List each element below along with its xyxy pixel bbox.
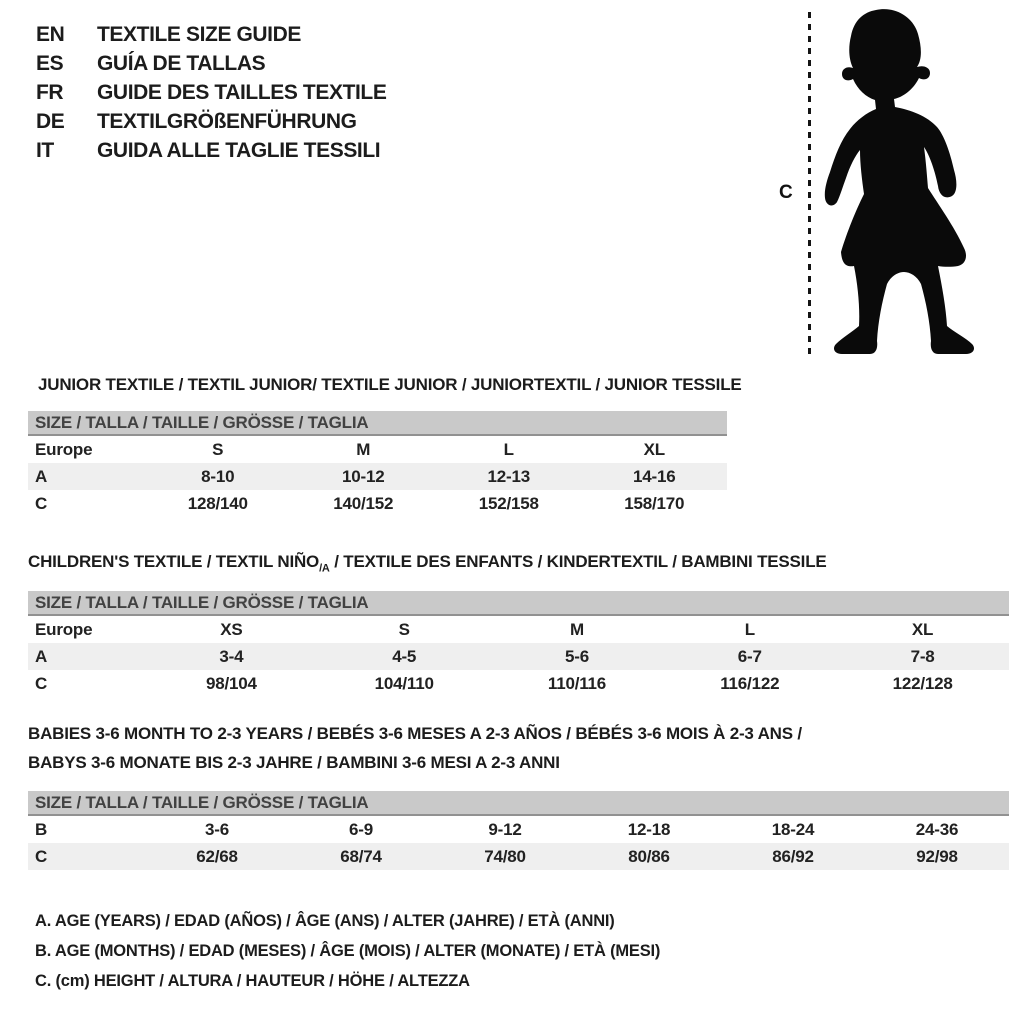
cell-value: 68/74 xyxy=(340,846,382,866)
size-header-bar: SIZE / TALLA / TAILLE / GRÖSSE / TAGLIA xyxy=(28,591,1009,616)
size-column-header: M xyxy=(570,619,584,639)
cell-value: 116/122 xyxy=(720,673,780,693)
cell-value: 3-4 xyxy=(219,646,244,666)
row-label: C xyxy=(35,673,48,693)
cell-value: 6-7 xyxy=(737,646,762,666)
cell-value: 14-16 xyxy=(633,466,676,486)
junior-size-table-block xyxy=(28,411,727,517)
section-title-line xyxy=(28,547,827,583)
cell-value: 74/80 xyxy=(484,846,526,866)
language-title: GUIDA ALLE TAGLIE TESSILI xyxy=(97,139,381,162)
language-row xyxy=(36,107,386,136)
region-label: Europe xyxy=(35,439,93,459)
children-section-title xyxy=(28,547,827,583)
junior-section-title xyxy=(38,370,742,399)
size-column-header: XL xyxy=(911,619,934,639)
size-header-bar: SIZE / TALLA / TAILLE / GRÖSSE / TAGLIA xyxy=(28,791,1009,816)
language-row xyxy=(36,78,386,107)
language-code: IT xyxy=(36,139,54,162)
language-code: DE xyxy=(36,110,65,133)
cell-value: 62/68 xyxy=(196,846,238,866)
row-label: A xyxy=(35,466,48,486)
cell-value: 10-12 xyxy=(342,466,385,486)
language-code: EN xyxy=(36,23,65,46)
cell-value: 12-18 xyxy=(627,819,671,839)
size-column-header: XS xyxy=(220,619,243,639)
size-column-header: S xyxy=(212,439,224,459)
language-code: FR xyxy=(36,81,64,104)
language-row xyxy=(36,49,386,78)
title-text: /A xyxy=(319,562,330,575)
table-row xyxy=(28,643,1009,670)
cell-value: 18-24 xyxy=(771,819,815,839)
section-title-line xyxy=(28,719,802,748)
cell-value: 80/86 xyxy=(628,846,670,866)
babies-size-table xyxy=(28,816,1009,870)
cell-value: 6-9 xyxy=(349,819,373,839)
language-list xyxy=(36,20,386,165)
table-row xyxy=(28,490,727,517)
babies-section-title xyxy=(28,719,802,777)
footnote-line: C. (cm) HEIGHT / ALTURA / HAUTEUR / HÖHE / ALTEZZA xyxy=(35,972,470,990)
junior-size-table xyxy=(28,436,727,517)
cell-value: 152/158 xyxy=(478,493,539,513)
size-column-header: S xyxy=(398,619,410,639)
size-column-header: L xyxy=(503,439,514,459)
toddler-silhouette-icon xyxy=(814,4,992,356)
title-text: BABIES 3-6 MONTH TO 2-3 YEARS / BEBÉS 3-6 MESES A 2-3 AÑOS / BÉBÉS 3-6 MOIS À 2-3 ANS / xyxy=(28,724,802,743)
row-label: C xyxy=(35,493,48,513)
footnote-line: A. AGE (YEARS) / EDAD (AÑOS) / ÂGE (ANS) / ALTER (JAHRE) / ETÀ (ANNI) xyxy=(35,912,615,930)
language-title: TEXTILGRÖßENFÜHRUNG xyxy=(97,110,357,133)
cell-value: 140/152 xyxy=(333,493,394,513)
table-row xyxy=(28,843,1009,870)
cell-value: 128/140 xyxy=(187,493,248,513)
cell-value: 86/92 xyxy=(772,846,814,866)
height-dotted-line xyxy=(808,12,811,358)
column-header-row xyxy=(28,616,1009,643)
cell-value: 5-6 xyxy=(565,646,589,666)
cell-value: 9-12 xyxy=(488,819,522,839)
children-size-table xyxy=(28,616,1009,697)
cell-value: 92/98 xyxy=(916,846,958,866)
cell-value: 7-8 xyxy=(910,646,935,666)
table-row xyxy=(28,463,727,490)
title-text: / TEXTILE DES ENFANTS / KINDERTEXTIL / BAMBINI TESSILE xyxy=(329,552,827,571)
language-row xyxy=(36,20,386,49)
cell-value: 4-5 xyxy=(392,646,417,666)
cell-value: 8-10 xyxy=(201,466,235,486)
title-text: CHILDREN'S TEXTILE / TEXTIL NIÑO xyxy=(28,552,320,571)
title-text: BABYS 3-6 MONATE BIS 2-3 JAHRE / BAMBINI 3-6 MESI A 2-3 ANNI xyxy=(28,753,560,772)
cell-value: 24-36 xyxy=(915,819,959,839)
size-header-bar: SIZE / TALLA / TAILLE / GRÖSSE / TAGLIA xyxy=(28,411,727,436)
column-header-row xyxy=(28,436,727,463)
cell-value: 158/170 xyxy=(624,493,685,513)
table-row xyxy=(28,670,1009,697)
cell-value: 12-13 xyxy=(487,466,530,486)
language-title: GUIDE DES TAILLES TEXTILE xyxy=(97,81,387,104)
height-label: C xyxy=(779,182,793,203)
cell-value: 104/110 xyxy=(374,673,434,693)
size-column-header: L xyxy=(744,619,755,639)
row-label: B xyxy=(35,819,48,839)
row-label: C xyxy=(35,846,48,866)
section-title-line xyxy=(38,370,742,399)
size-column-header: XL xyxy=(643,439,665,459)
row-label: A xyxy=(35,646,48,666)
cell-value: 98/104 xyxy=(206,673,257,693)
title-text: JUNIOR TEXTILE / TEXTIL JUNIOR/ TEXTILE JUNIOR / JUNIORTEXTIL / JUNIOR TESSILE xyxy=(38,375,742,394)
language-row xyxy=(36,136,386,165)
children-size-table-block xyxy=(28,591,1009,697)
size-column-header: M xyxy=(356,439,371,459)
region-label: Europe xyxy=(35,619,93,639)
cell-value: 110/116 xyxy=(547,673,607,693)
language-title: TEXTILE SIZE GUIDE xyxy=(97,23,301,46)
section-title-line xyxy=(28,748,802,777)
footnotes xyxy=(35,906,660,996)
cell-value: 122/128 xyxy=(892,673,953,693)
cell-value: 3-6 xyxy=(205,819,229,839)
table-row xyxy=(28,816,1009,843)
language-title: GUÍA DE TALLAS xyxy=(97,52,266,75)
footnote-line: B. AGE (MONTHS) / EDAD (MESES) / ÂGE (MOIS) / ALTER (MONATE) / ETÀ (MESI) xyxy=(35,942,661,960)
babies-size-table-block xyxy=(28,791,1009,870)
language-code: ES xyxy=(36,52,64,75)
